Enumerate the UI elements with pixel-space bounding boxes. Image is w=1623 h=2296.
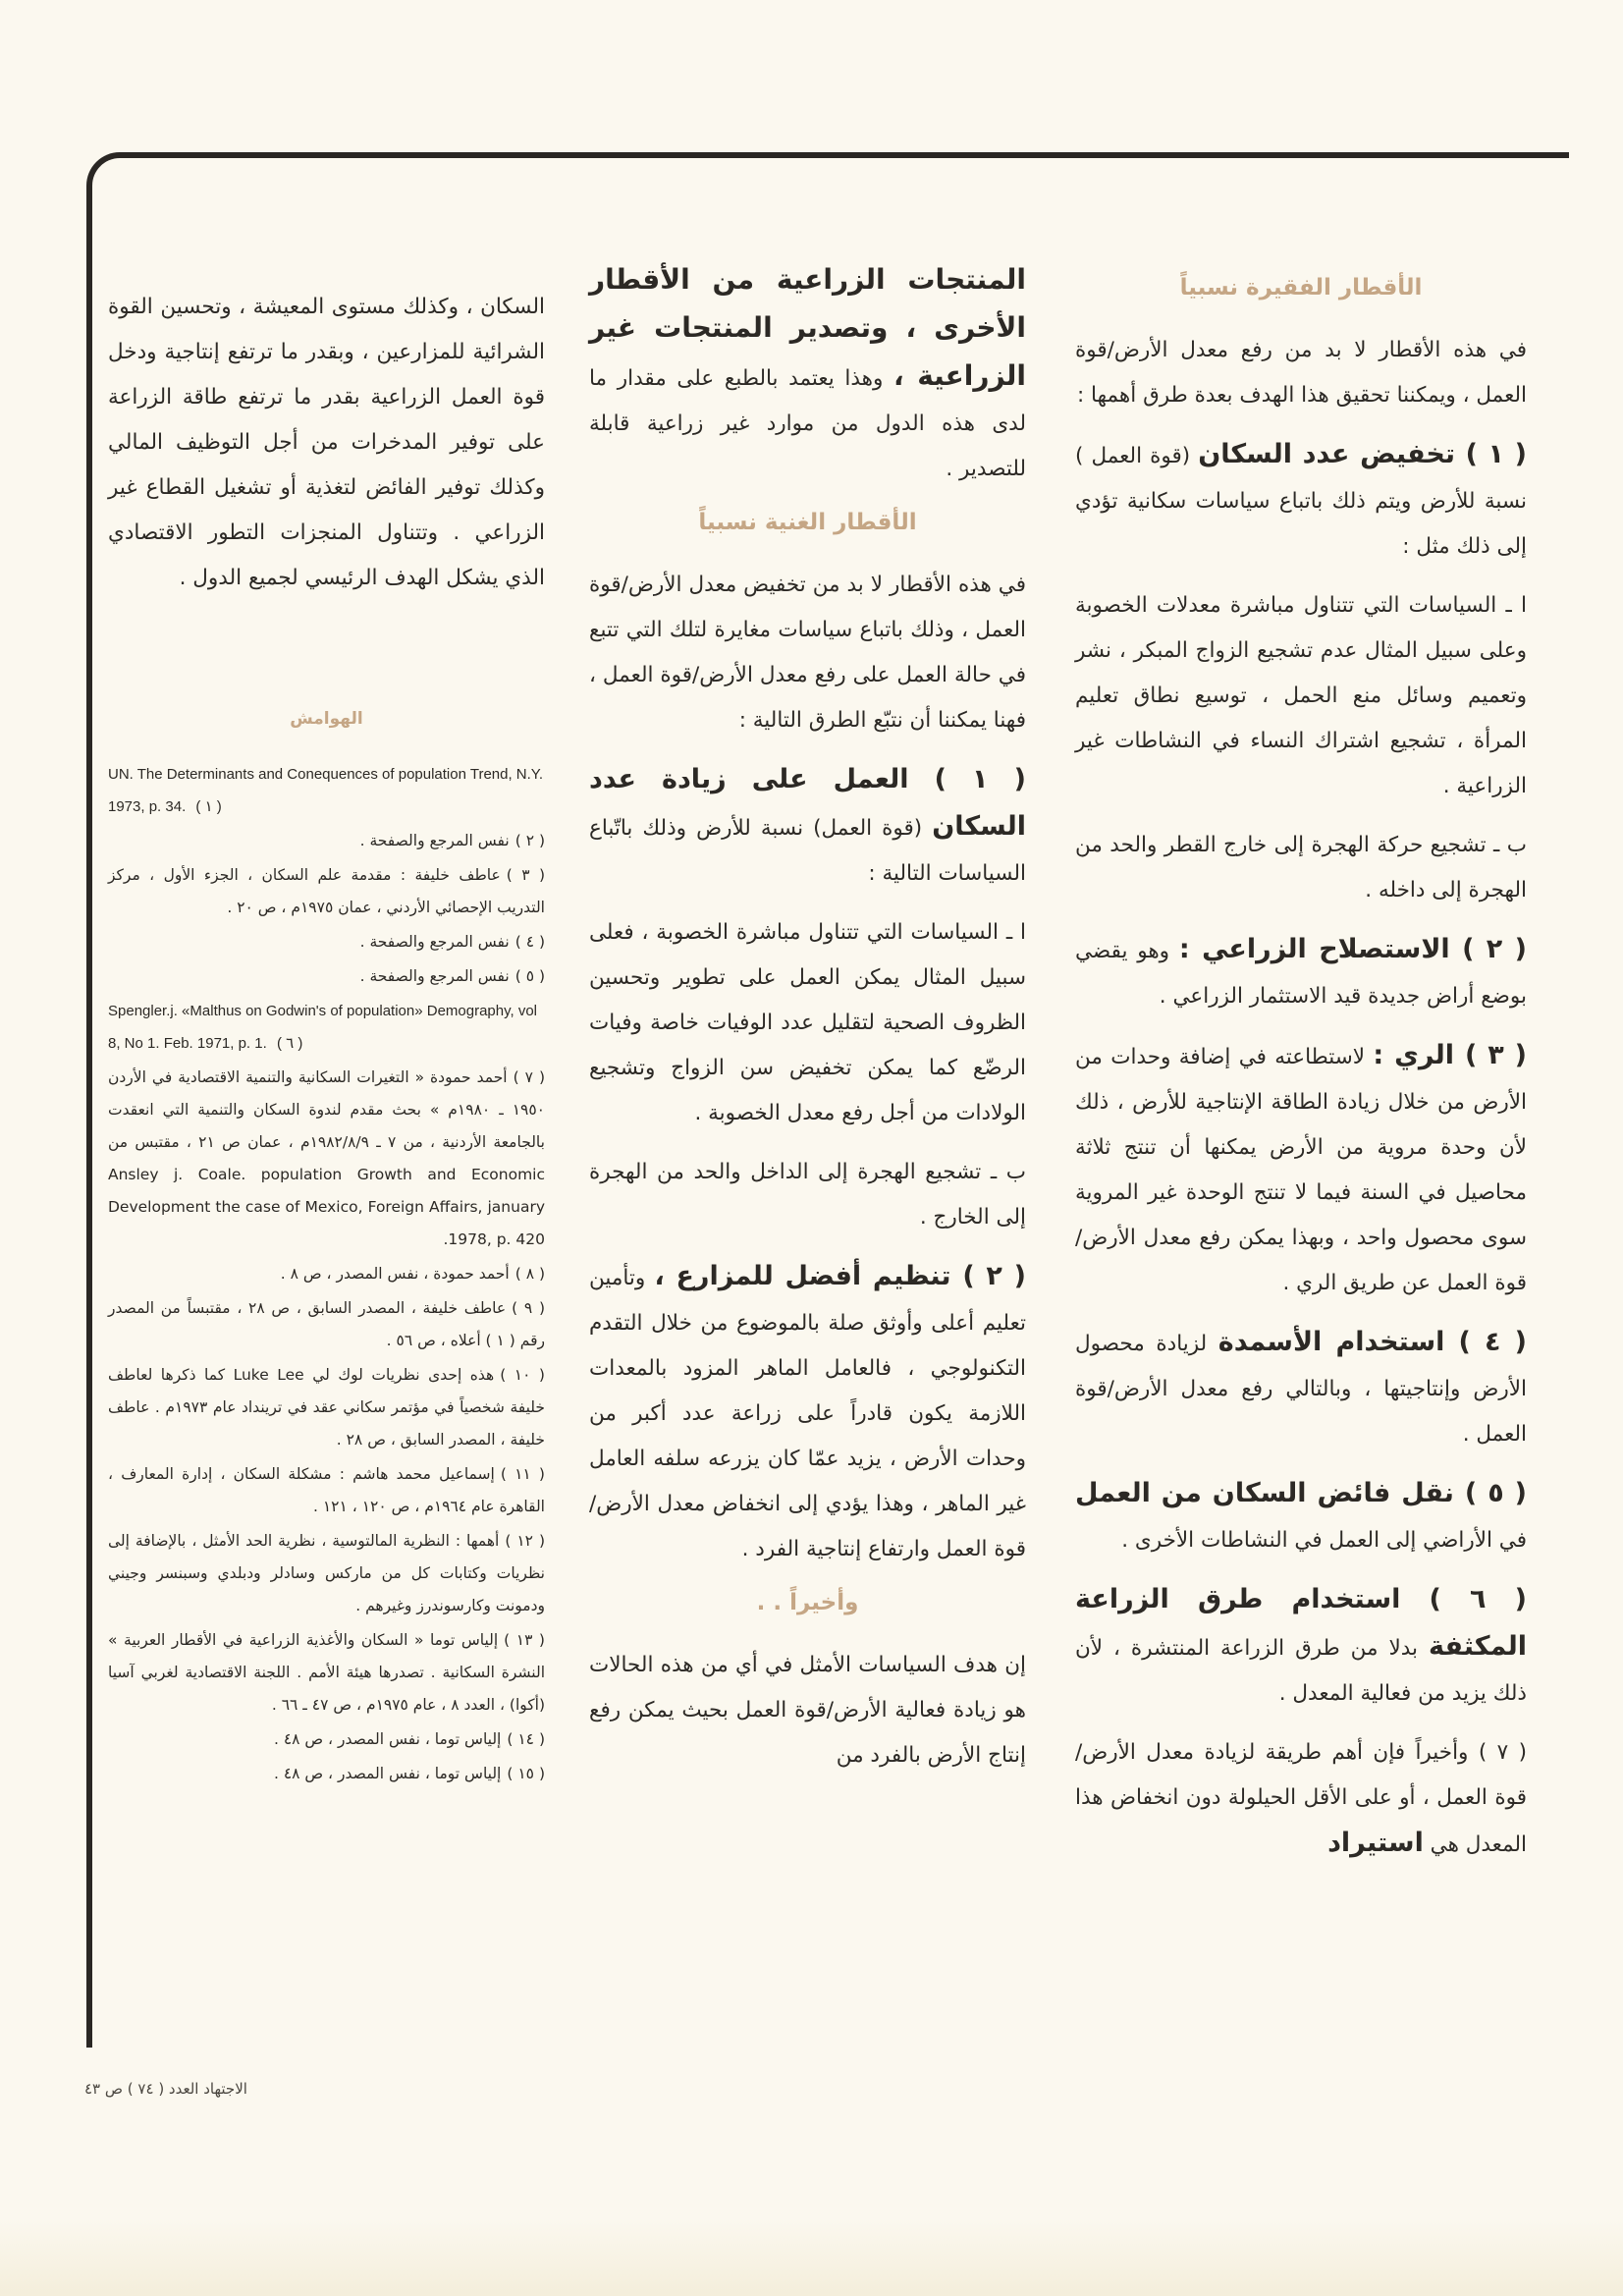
note-text: Spengler.j. «Malthus on Godwin's of population» Demography, vol 8, No 1. Feb. 1971, p. 1. [108,1003,538,1052]
note-number: ( ٨ ) [514,1265,545,1283]
poor-item-7-body: ( ٧ ) وأخيراً فإن أهم طريقة لزيادة معدل الأرض/قوة العمل ، أو على الأقل الحيلولة دون انخفاض هذا المعدل هي [1075,1740,1527,1857]
note-number: ( ١١ ) [500,1465,545,1483]
rich-item-2-body: وتأمين تعليم أعلى وأوثق صلة بالموضوع من خلال التقدم التكنولوجي ، فالعامل الماهر المزود بالمعدات اللازمة يكون قادراً على زراعة عدد أكبر من وحدات الأرض ، يزيد عمّا كان يزرعه سلفه العامل غير الماهر ، وهذا يؤدي إلى انخفاض معدل الأرض/قوة العمل وارتفاع إنتاجية الفرد . [589,1266,1026,1561]
notes-title: الهوامش [290,709,363,729]
note-item [108,825,545,857]
rich-item-2-head: ( ٢ ) تنظيم أفضل للمزارع ، [654,1261,1026,1291]
note-text: UN. The Determinants and Conequences of population Trend, N.Y. 1973, p. 34. [108,766,544,815]
note-text: نفس المرجع والصفحة . [359,832,510,849]
note-number: ( ٦ ) [276,1035,303,1052]
poor-item-4-head: ( ٤ ) استخدام الأسمدة [1217,1327,1528,1357]
rich-item-1 [589,757,1026,897]
column-right [1075,257,1527,1882]
rich-item-1-b: ب ـ تشجيع الهجرة إلى الداخل والحد من الهجرة إلى الخارج . [589,1160,1026,1230]
poor-item-3-body: لاستطاعته في إضافة وحدات من الأرض من خلال زيادة الطاقة الإنتاجية للأرض ، ذلك لأن وحدة مروية من الأرض يمكنها أن تنتج ثلاثة محاصيل في السنة فيما لا تنتج الوحدة غير المروية سوى محصول واحد ، وبهذا يمكن رفع معدل الأرض/قوة العمل عن طريق الري . [1075,1045,1527,1295]
note-text: إسماعيل محمد هاشم : مشكلة السكان ، إدارة المعارف ، القاهرة عام ١٩٦٤م ، ص ١٢٠ ، ١٢١ . [108,1465,545,1515]
poor-item-1-body: (قوة العمل ) نسبة للأرض ويتم ذلك باتباع سياسات سكانية تؤدي إلى ذلك مثل : [1075,444,1527,559]
note-item [108,758,545,823]
note-item [108,960,545,993]
note-number: ( ٩ ) [512,1299,545,1317]
note-text: نفس المرجع والصفحة . [359,967,510,985]
poor-item-4-body: لزيادة محصول الأرض وإنتاجيتها ، وبالتالي رفع معدل الأرض/قوة العمل . [1075,1332,1527,1447]
page-footer: الاجتهاد العدد ( ٧٤ ) ص ٤٣ [84,2080,247,2098]
rich-item-1-a: ا ـ السياسات التي تتناول مباشرة الخصوبة ، فعلى سبيل المثال يمكن العمل على تطوير وتحسين الظروف الصحية لتقليل عدد الوفيات خاصة وفيات الرضّع كما يمكن تخفيض سن الزواج وتشجيع الولادات من أجل رفع معدل الخصوبة . [589,920,1026,1125]
note-item [108,1359,545,1456]
note-number: ( ١٠ ) [500,1366,545,1384]
note-item [108,859,545,924]
note-item [108,1758,545,1790]
note-number: ( ١٣ ) [504,1631,545,1649]
poor-item-3-head: ( ٣ ) الري : [1373,1040,1527,1070]
poor-item-1-b: ب ـ تشجيع حركة الهجرة إلى خارج القطر والحد من الهجرة إلى داخله . [1075,833,1527,902]
notes-list [108,758,545,1790]
note-item [108,995,545,1060]
note-item [108,1624,545,1722]
note-item [108,926,545,958]
poor-intro: في هذه الأقطار لا بد من رفع معدل الأرض/قوة العمل ، ويمكننا تحقيق هذا الهدف بعدة طرق أهمها : [1075,338,1527,408]
note-number: ( ٥ ) [514,967,545,985]
poor-item-7 [1075,1730,1527,1868]
note-text: نفس المرجع والصفحة . [359,933,510,951]
rich-intro: في هذه الأقطار لا بد من تخفيض معدل الأرض/قوة العمل ، وذلك باتباع سياسات مغايرة لتلك التي تتبع في حالة العمل على رفع معدل الأرض/قوة العمل ، فهنا يمكننا أن نتبّع الطرق التالية : [589,573,1026,733]
note-item [108,1258,545,1290]
note-text: عاطف خليفة ، المصدر السابق ، ص ٢٨ ، مقتبساً من المصدر رقم ( ١ ) أعلاه ، ص ٥٦ . [108,1299,545,1349]
poor-item-6 [1075,1577,1527,1717]
note-item [108,1062,545,1256]
note-text: إلياس توما « السكان والأغذية الزراعية في الأقطار العربية » النشرة السكانية . تصدرها هيئة الأمم . اللجنة الاقتصادية لغربي آسيا (أكوا) ، العدد ٨ ، عام ١٩٧٥م ، ص ٤٧ ـ ٦٦ . [108,1631,545,1714]
note-number: ( ١٢ ) [505,1532,545,1550]
note-number: ( ١٥ ) [507,1765,545,1782]
poor-item-6-head: ( ٦ ) استخدام طرق الزراعة المكثفة [1075,1584,1527,1662]
poor-item-2-head: ( ٢ ) الاستصلاح الزراعي : [1178,934,1527,964]
poor-item-5-body: في الأراضي إلى العمل في النشاطات الأخرى . [1121,1528,1527,1553]
section-title-finally: وأخيراً . . [756,1590,859,1615]
poor-item-1-a: ا ـ السياسات التي تتناول مباشرة معدلات الخصوبة وعلى سبيل المثال عدم تشجيع الزواج المبكر ، نشر وتعميم وسائل منع الحمل ، توسيع نطاق تعليم المرأة ، تشجيع اشتراك النساء في النشاطات غير الزراعية . [1075,593,1527,798]
note-text: أحمد حمودة ، نفس المصدر ، ص ٨ . [280,1265,510,1283]
section-title-rich: الأقطار الغنية نسبياً [698,510,917,535]
note-item [108,1723,545,1756]
note-number: ( ٢ ) [514,832,545,849]
poor-item-7-bold: استيراد [1327,1828,1424,1858]
note-text: هذه إحدى نظريات لوك لي Luke Lee كما ذكرها لعاطف خليفة شخصياً في مؤتمر سكاني عقد في ترينداد عام ١٩٧٣م . عاطف خليفة ، المصدر السابق ، ص ٢٨ . [108,1366,545,1449]
note-number: ( ١ ) [195,798,222,815]
rich-item-2 [589,1254,1026,1572]
poor-item-1 [1075,432,1527,570]
note-text: إلياس توما ، نفس المصدر ، ص ٤٨ . [273,1730,502,1748]
note-number: ( ٣ ) [506,866,545,884]
poor-item-4 [1075,1320,1527,1457]
note-text: عاطف خليفة : مقدمة علم السكان ، الجزء الأول ، مركز التدريب الإحصائي الأردني ، عمان ١٩٧٥م ، ص ٢٠ . [108,866,545,916]
page-stain [0,2219,1623,2296]
note-text: أحمد حمودة « التغيرات السكانية والتنمية الاقتصادية في الأردن ١٩٥٠ ـ ١٩٨٠م » بحث مقدم لندوة السكان والتنمية التي انعقدت بالجامعة الأردنية ، من ٧ ـ ١٩٨٢/٨/٩م ، عمان ص ٢١ ، مقتبس من Ansley j. Coale. population Growth and Economic Development the case of Mexico, Foreign Affairs, january 1978, p. 420. [108,1068,545,1248]
middle-continuation [589,257,1026,492]
note-text: إلياس توما ، نفس المصدر ، ص ٤٨ . [273,1765,502,1782]
note-number: ( ٧ ) [513,1068,545,1086]
note-item [108,1458,545,1523]
note-item [108,1525,545,1622]
poor-item-2 [1075,927,1527,1019]
section-title-poor: الأقطار الفقيرة نسبياً [1179,275,1423,301]
rich-item-1-body: (قوة العمل) نسبة للأرض وذلك باتّباع السياسات التالية : [589,816,1026,886]
finally-body: إن هدف السياسات الأمثل في أي من هذه الحالات هو زيادة فعالية الأرض/قوة العمل بحيث يمكن رفع إنتاج الأرض بالفرد من [589,1653,1026,1768]
poor-item-3 [1075,1033,1527,1306]
rich-item-1-head: ( ١ ) العمل على زيادة عدد السكان [589,764,1026,842]
middle-continuation-body: وهذا يعتمد بالطبع على مقدار ما لدى هذه الدول من موارد غير زراعية قابلة للتصدير . [589,366,1026,481]
column-middle [589,257,1026,1792]
note-text: أهمها : النظرية المالتوسية ، نظرية الحد الأمثل ، بالإضافة إلى نظريات وكتابات كل من ماركس وسادلر ودبلدي وسبنسر وجيني ودمونت وكارسوندرز وغيرهم . [108,1532,545,1614]
poor-item-5 [1075,1471,1527,1563]
column-left [108,285,545,1792]
note-item [108,1292,545,1357]
poor-item-2-body: وهو يقضي بوضع أراض جديدة قيد الاستثمار الزراعي . [1075,939,1527,1009]
poor-item-6-body: بدلا من طرق الزراعة المنتشرة ، لأن ذلك يزيد من فعالية المعدل . [1075,1636,1527,1706]
left-continuation: السكان ، وكذلك مستوى المعيشة ، وتحسين القوة الشرائية للمزارعين ، وبقدر ما ترتفع إنتاجية ودخل قوة العمل الزراعية بقدر ما ترتفع طاقة الزراعة على توفير المدخرات من أجل التوظيف المالي وكذلك توفير الفائض لتغذية أو تشغيل القطاع غير الزراعي . وتتناول المنجزات التطور الاقتصادي الذي يشكل الهدف الرئيسي لجميع الدول . [108,295,545,590]
middle-continuation-bold: المنتجات الزراعية من الأقطار الأخرى ، وتصدير المنتجات غير الزراعية ، [589,263,1026,392]
poor-item-1-head: ( ١ ) تخفيض عدد السكان [1198,439,1527,469]
note-number: ( ٤ ) [514,933,545,951]
note-number: ( ١٤ ) [507,1730,545,1748]
poor-item-5-head: ( ٥ ) نقل فائض السكان من العمل [1075,1478,1527,1508]
